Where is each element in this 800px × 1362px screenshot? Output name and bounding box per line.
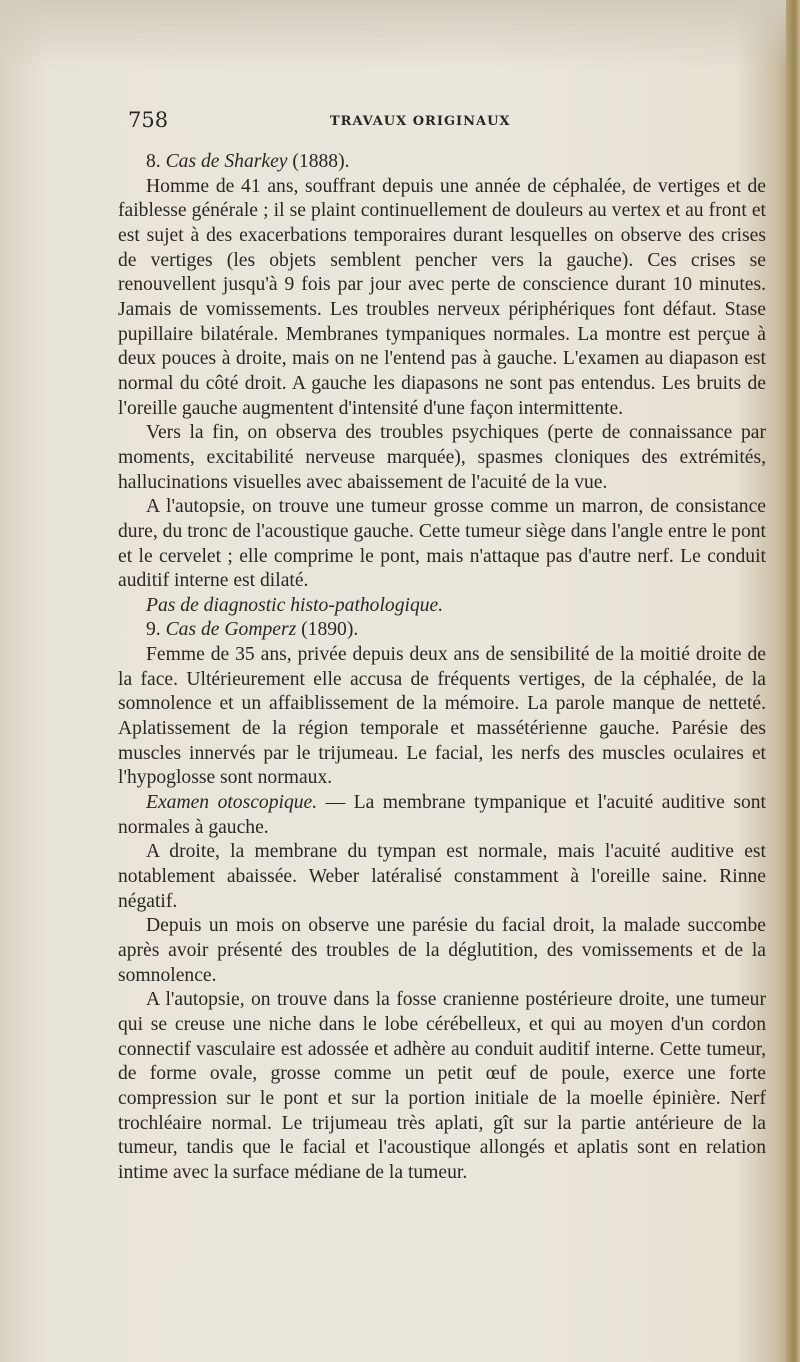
body-text: [118, 150, 766, 1186]
case-number: 8.: [146, 151, 166, 172]
book-spine-edge: [786, 0, 800, 1362]
paragraph: Homme de 41 ans, souffrant depuis une année de céphalée, de vertiges et de faiblesse générale ; il se plaint continuellement de douleurs au vertex et au front et est sujet à des exacerbations temporaires durant lesquelles on observe des crises de vertiges (les objets semblent pencher vers la gauche). Ces crises se renouvellent jusqu'à 9 fois par jour avec perte de conscience durant 10 minutes. Jamais de vomissements. Les troubles nerveux périphériques font défaut. Stase pupillaire bilatérale. Membranes tympaniques normales. La montre est perçue à deux pouces à droite, mais on ne l'entend pas à gauche. L'examen au diapason est normal du côté droit. A gauche les diapasons ne sont pas entendus. Les bruits de l'oreille gauche augmentent d'intensité d'une façon intermittente.: [118, 175, 766, 419]
case-heading: [118, 618, 766, 643]
paragraph: A droite, la membrane du tympan est normale, mais l'acuité auditive est notablement abaissée. Weber latéralisé constamment à l'oreille saine. Rinne négatif.: [118, 841, 766, 912]
page-shadow: [0, 0, 800, 70]
case-number: 9.: [146, 619, 166, 641]
paragraph: Vers la fin, on observa des troubles psychiques (perte de connaissance par moments, excitabilité nerveuse marquée), spasmes cloniques des extrémités, hallucinations visuelles avec abaissement de l'acuité de la vue.: [118, 422, 766, 493]
paragraph: A l'autopsie, on trouve une tumeur grosse comme un marron, de consistance dure, du tronc de l'acoustique gauche. Cette tumeur siège dans l'angle entre le pont et le cervelet ; elle comprime le pont, mais n'attaque pas d'autre nerf. Le conduit auditif interne est dilaté.: [118, 496, 766, 592]
paragraph-italic: [118, 594, 766, 619]
page-number: 758: [128, 108, 169, 132]
exam-label: Examen otoscopique.: [146, 792, 318, 814]
case-year: (1888).: [287, 151, 350, 172]
paragraph: Depuis un mois on observe une parésie du facial droit, la malade succombe après avoir présenté des troubles de la déglutition, des vomissements et de la somnolence.: [118, 915, 766, 986]
paragraph: Femme de 35 ans, privée depuis deux ans de sensibilité de la moitié droite de la face. Ultérieurement elle accusa de fréquents vertiges, de la céphalée, de la somnolence et un affaiblissement de la mémoire. La parole manque de netteté. Aplatissement de la région temporale et massétérienne gauche. Parésie des muscles innervés par le trijumeau. Le facial, les nerfs des muscles oculaires et l'hypoglosse sont normaux.: [118, 644, 766, 789]
case-heading: [118, 150, 766, 175]
diagnosis-note: Pas de diagnostic histo-pathologique.: [146, 594, 444, 616]
paragraph: A l'autopsie, on trouve dans la fosse cranienne postérieure droite, une tumeur qui se creuse une niche dans le lobe cérébelleux, et qui au moyen d'un cordon connectif vasculaire est adossée et adhère au conduit auditif interne. Cette tumeur, de forme ovale, grosse comme un petit œuf de poule, exerce une forte compression sur le pont et sur la portion initiale de la moelle épinière. Nerf trochléaire normal. Le trijumeau très aplati, gît sur la partie antérieure de la tumeur, tandis que le facial et l'acoustique allongés et aplatis sont en relation intime avec la surface médiane de la tumeur.: [118, 989, 766, 1183]
case-title: Cas de Gomperz: [165, 619, 297, 641]
exam-text: — La membrane tympanique et l'acuité auditive sont normales à gauche.: [118, 792, 766, 838]
paragraph: [118, 791, 766, 840]
case-title: Cas de Sharkey: [165, 151, 288, 172]
case-year: (1890).: [296, 619, 359, 641]
running-head: [128, 108, 768, 138]
running-title: TRAVAUX ORIGINAUX: [330, 114, 511, 129]
